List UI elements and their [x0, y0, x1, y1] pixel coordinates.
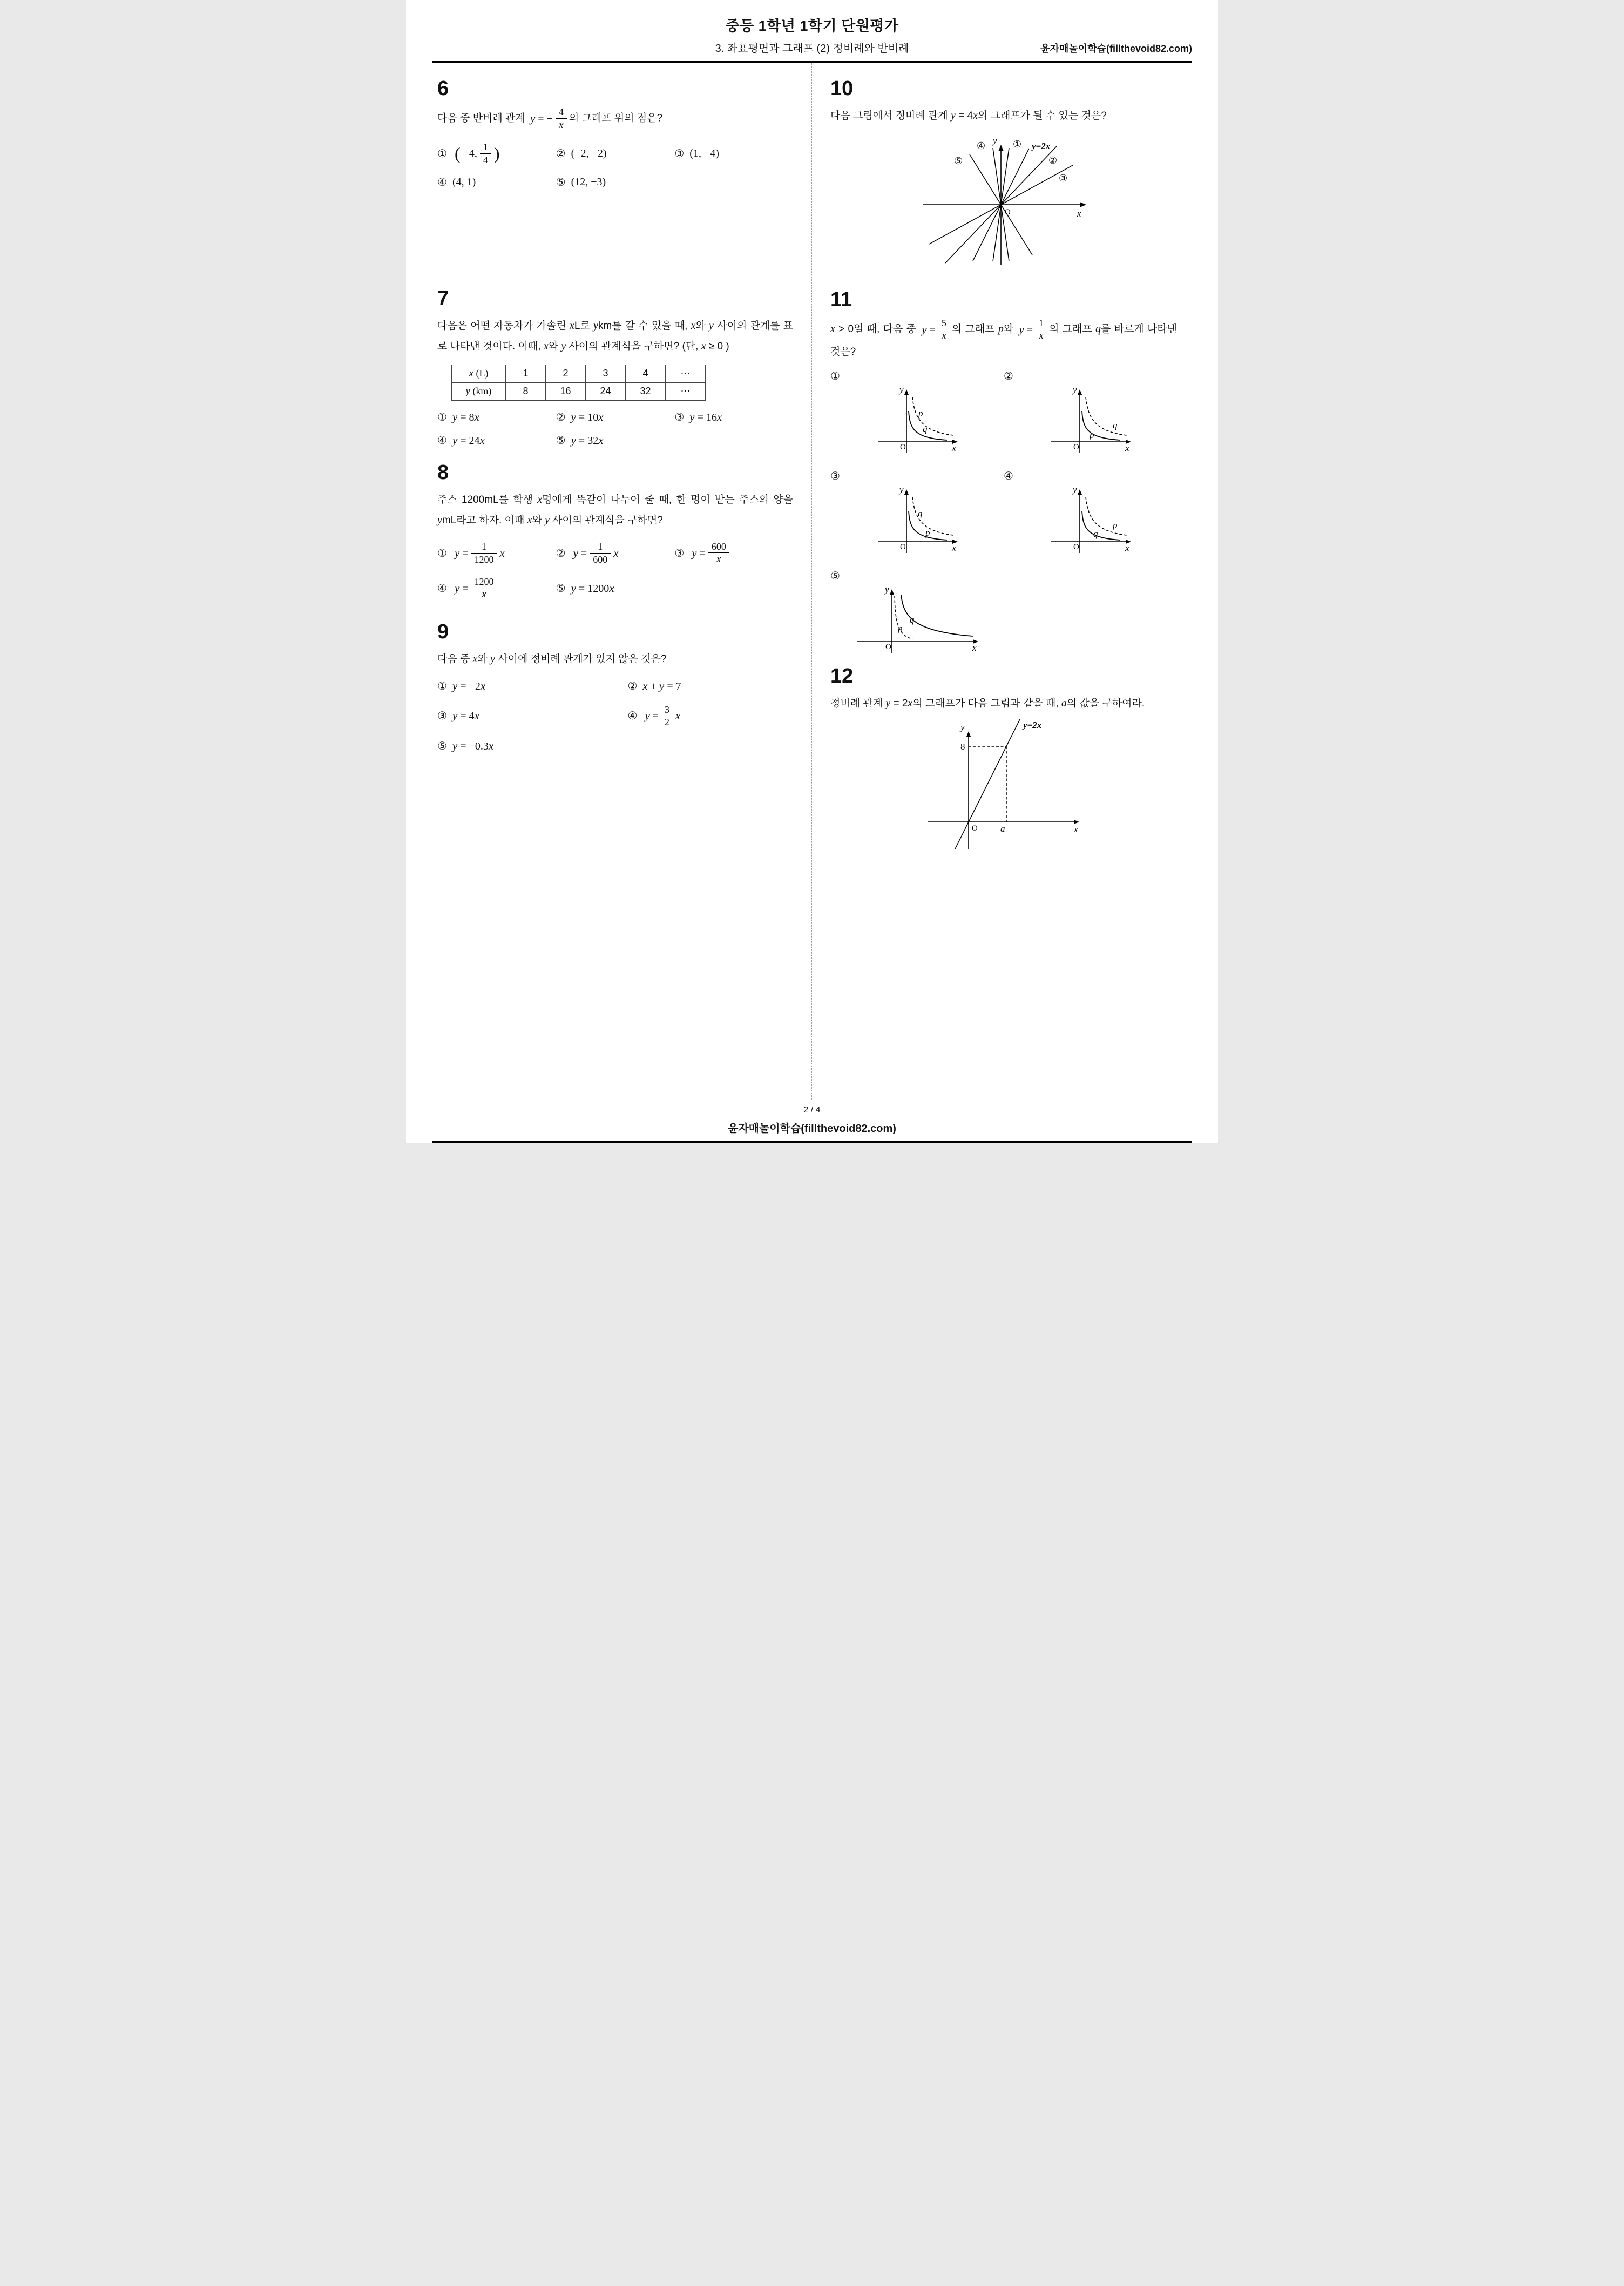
option-value: y = 1200x [571, 581, 614, 595]
question-number: 7 [437, 287, 449, 311]
option-marker: ② [627, 680, 638, 692]
y-axis-label: y [899, 385, 904, 395]
option-marker: ⑤ [830, 570, 840, 583]
option-2 [556, 141, 675, 166]
graph-wrap [830, 719, 1177, 853]
label-q: q [910, 615, 915, 625]
fraction-denominator: x [716, 554, 721, 565]
page-number: 2 / 4 [803, 1105, 821, 1115]
fraction [480, 141, 491, 166]
option-value [645, 704, 680, 729]
math-lhs: y = [454, 581, 469, 595]
origin-label: O [1005, 207, 1011, 217]
x-axis-label: x [1125, 443, 1129, 454]
y-axis-arrow [904, 389, 909, 395]
x-axis-arrow [1080, 202, 1086, 207]
line-y-2x [955, 719, 1020, 849]
label-q: q [1093, 529, 1098, 540]
origin-label: O [899, 543, 906, 552]
options [437, 541, 793, 601]
fraction [556, 106, 567, 131]
x-axis-label: x [1125, 543, 1129, 554]
option-5 [556, 576, 675, 601]
question-6 [437, 77, 793, 189]
question-prompt [437, 106, 793, 131]
prompt-text: 의 그래프 q를 바르게 나타낸 것은? [830, 323, 1177, 358]
option-1 [437, 141, 556, 166]
option-value [455, 141, 500, 166]
option-marker: ④ [437, 177, 447, 189]
option-3 [674, 541, 793, 566]
label-q: q [922, 424, 927, 435]
fraction [471, 541, 497, 565]
math-lhs: y = [1019, 322, 1033, 336]
hyperbola-graph-4 [1045, 485, 1136, 556]
question-8 [437, 461, 793, 601]
option-value: y = 10x [571, 410, 604, 423]
paren-close: ) [493, 144, 500, 164]
graph-options [830, 369, 1177, 656]
y-value-label: 8 [960, 741, 965, 752]
y-axis-arrow [890, 589, 894, 595]
options [437, 679, 793, 753]
left-column [432, 63, 812, 1100]
question-9 [437, 621, 793, 753]
option-value: (1, −4) [689, 147, 719, 159]
option-graph-1 [830, 369, 1004, 456]
option-value: y = 16x [689, 410, 722, 423]
math-rhs: x [499, 546, 505, 559]
fraction-denominator: 2 [665, 717, 670, 728]
option-value: (−2, −2) [571, 147, 607, 159]
prompt-math [530, 106, 567, 131]
question-prompt: 주스 1200mL를 학생 x명에게 똑같이 나누어 줄 때, 한 명이 받는 주스의 양을 ymL라고 하자. 이때 x와 y 사이의 관계식을 구하면? [437, 493, 793, 526]
question-11 [830, 288, 1177, 656]
y-axis-label: y [1072, 385, 1077, 395]
label-q: q [917, 508, 922, 519]
question-prompt [830, 317, 1177, 362]
question-prompt: 다음 중 x와 y 사이에 정비례 관계가 있지 않은 것은? [437, 653, 667, 665]
line-equation-label: y=2x [1032, 140, 1051, 151]
fraction-numerator: 1 [1036, 317, 1047, 330]
option-4 [437, 576, 556, 601]
fraction-numerator: 3 [661, 704, 673, 717]
fraction-numerator: 5 [938, 317, 950, 330]
option-value: y = 32x [571, 433, 604, 447]
question-7 [437, 287, 793, 447]
table-cell: 8 [506, 382, 546, 400]
option-value: (12, −3) [571, 176, 606, 188]
y-axis-label: y [993, 135, 997, 146]
prompt-math-2 [1019, 317, 1047, 342]
question-number: 9 [437, 621, 449, 643]
option-marker: ③ [674, 547, 685, 559]
table-cell: 4 [626, 365, 666, 382]
option-value [692, 541, 729, 566]
question-12 [830, 665, 1177, 853]
hyperbola-graph-5 [849, 585, 984, 656]
option-graph-4 [1004, 469, 1177, 556]
fraction-numerator: 1 [590, 541, 611, 554]
option-1 [437, 541, 556, 566]
option-marker: ② [556, 147, 566, 160]
page-header [432, 14, 1192, 56]
option-marker: ④ [437, 434, 447, 447]
question-prompt: 다음 그림에서 정비례 관계 y = 4x의 그래프가 될 수 있는 것은? [830, 110, 1107, 122]
y-equals-2x-graph [917, 719, 1090, 853]
option-2 [556, 410, 675, 424]
option-4 [437, 176, 556, 189]
label-5: ⑤ [954, 155, 963, 166]
math-lhs: y = [692, 546, 706, 559]
option-value: x + y = 7 [642, 679, 681, 692]
option-graph-3 [830, 469, 1004, 556]
y-axis-label: y [1072, 484, 1077, 495]
x-axis-arrow [1074, 820, 1079, 824]
a-label: a [1000, 824, 1005, 834]
math-lhs: y = [573, 546, 587, 559]
relation-table [451, 365, 706, 401]
option-graph-2 [1004, 369, 1177, 456]
option-value [455, 541, 505, 565]
label-1: ① [1013, 138, 1022, 150]
option-1 [437, 679, 627, 693]
curve-solid [909, 411, 947, 440]
prompt-text: x > 0일 때, 다음 중 [830, 323, 916, 335]
option-value: y = −0.3x [452, 739, 494, 752]
label-4: ④ [977, 140, 986, 151]
option-4 [627, 704, 793, 729]
option-3 [437, 704, 627, 729]
math-rhs: x [613, 546, 619, 559]
option-3 [674, 141, 793, 166]
option-value: y = 4x [452, 709, 479, 723]
line-equation-label: y=2x [1023, 720, 1042, 731]
table-cell: ⋯ [666, 365, 706, 382]
option-marker: ③ [830, 470, 840, 483]
option-marker: ④ [627, 710, 638, 723]
fraction-numerator: 1 [480, 141, 491, 154]
hyperbola-graph-3 [871, 485, 963, 556]
y-axis-arrow [904, 489, 909, 495]
label-3: ③ [1059, 172, 1068, 184]
option-value: y = −2x [452, 679, 486, 692]
page-footer [432, 1100, 1192, 1143]
lines-through-origin-graph [906, 132, 1101, 272]
bottom-rule [432, 1141, 1192, 1143]
paren-open: ( [454, 144, 461, 164]
fraction-denominator: x [1039, 330, 1044, 342]
option-marker: ① [437, 147, 447, 160]
origin-label: O [885, 643, 891, 652]
question-prompt: 다음은 어떤 자동차가 가솔린 xL로 ykm를 갈 수 있을 때, x와 y 사이의 관계를 표로 나타낸 것이다. 이때, x와 y 사이의 관계식을 구하면? (단, x ≥ 0 ) [437, 320, 793, 353]
question-number: 11 [830, 288, 852, 311]
page-subtitle: 3. 좌표평면과 그래프 (2) 정비례와 반비례 [715, 43, 909, 55]
y-axis-arrow [1078, 489, 1082, 495]
prompt-text: 의 그래프 위의 점은? [569, 112, 663, 124]
question-number: 10 [830, 77, 854, 100]
option-marker: ⑤ [437, 740, 447, 752]
question-prompt: 정비례 관계 y = 2x의 그래프가 다음 그림과 같을 때, a의 값을 구하여라. [830, 697, 1145, 710]
x-axis-label: x [1074, 824, 1078, 835]
option-5 [437, 739, 627, 753]
label-p: p [918, 408, 923, 419]
table-cell: 24 [586, 382, 626, 400]
option-1 [437, 410, 556, 424]
option-marker: ⑤ [556, 177, 566, 189]
math-lhs: y = [922, 322, 936, 336]
table-header-x: x (L) [452, 365, 506, 382]
option-marker: ② [1004, 370, 1013, 383]
x-axis-label: x [951, 543, 956, 554]
fraction-numerator: 600 [708, 541, 729, 554]
fraction [590, 541, 611, 565]
option-value: y = 8x [452, 410, 479, 423]
option-value: (4, 1) [452, 176, 476, 188]
prompt-text: 다음 중 반비례 관계 [437, 112, 525, 124]
footer-brand: 윤자매놀이학습(fillthevoid82.com) [728, 1123, 896, 1135]
fraction-numerator: 4 [556, 106, 567, 119]
question-number: 12 [830, 665, 854, 688]
table-header-y: y (km) [452, 382, 506, 400]
x-axis-label: x [972, 643, 977, 653]
fraction [1036, 317, 1047, 342]
option-value: y = 24x [452, 433, 485, 447]
option-2 [627, 679, 793, 693]
fraction [708, 541, 729, 566]
worksheet-page [406, 0, 1218, 1143]
option-2 [556, 541, 675, 566]
y-axis-arrow [999, 145, 1004, 151]
y-axis-arrow [1078, 389, 1082, 395]
y-axis-label: y [899, 484, 904, 495]
option-marker: ① [437, 680, 447, 692]
prompt-text: 의 그래프 p와 [951, 323, 1014, 335]
math-lhs: y = − [530, 111, 553, 125]
option-marker: ① [437, 411, 447, 423]
label-p: p [1089, 430, 1094, 441]
y-axis-arrow [966, 731, 971, 737]
table-row [452, 382, 706, 400]
option-value [573, 541, 619, 565]
option-marker: ③ [437, 710, 447, 723]
fraction-denominator: x [942, 330, 946, 342]
table-cell: 32 [626, 382, 666, 400]
table-cell: 3 [586, 365, 626, 382]
math-lhs: y = [454, 546, 469, 559]
label-p: p [925, 528, 930, 538]
page-title: 중등 1학년 1학기 단원평가 [725, 18, 899, 34]
math-rhs: x [675, 709, 681, 723]
content-columns [432, 63, 1192, 1100]
option-marker: ① [437, 547, 447, 559]
option-marker: ② [556, 547, 566, 559]
fraction-denominator: 4 [483, 154, 488, 165]
option-graph-5 [830, 569, 1177, 656]
y-axis-label: y [885, 584, 889, 595]
label-p: p [1112, 520, 1117, 531]
curve-dashed [1086, 497, 1127, 535]
hyperbola-graph-2 [1045, 385, 1136, 456]
table-cell: 16 [546, 382, 586, 400]
option-4 [437, 434, 556, 447]
math-lhs: y = [645, 709, 659, 723]
option-marker: ⑤ [556, 434, 566, 447]
origin-label: O [899, 443, 906, 452]
point-coords: −4, [463, 147, 477, 159]
option-marker: ② [556, 411, 566, 423]
fraction-denominator: 1200 [474, 554, 494, 565]
x-axis-label: x [1077, 208, 1081, 219]
fraction-denominator: x [559, 119, 564, 131]
option-value [455, 576, 497, 601]
origin-label: O [972, 824, 978, 833]
table-cell: 1 [506, 365, 546, 382]
fraction-numerator: 1200 [471, 576, 497, 589]
option-5 [556, 176, 675, 189]
prompt-math-1 [922, 317, 950, 342]
option-marker: ③ [674, 411, 685, 423]
label-2: ② [1048, 154, 1058, 166]
graph-wrap [830, 132, 1177, 272]
fraction [661, 704, 673, 729]
table-cell: ⋯ [666, 382, 706, 400]
option-marker: ③ [674, 147, 685, 160]
fraction [938, 317, 950, 342]
option-marker: ① [830, 370, 840, 383]
fraction-denominator: 600 [593, 554, 608, 565]
option-marker: ⑤ [556, 582, 566, 595]
question-number: 8 [437, 461, 449, 484]
question-10 [830, 77, 1177, 272]
subtitle-row [432, 39, 1192, 56]
table-cell: 2 [546, 365, 586, 382]
hyperbola-graph-1 [871, 385, 963, 456]
option-marker: ④ [1004, 470, 1013, 483]
fraction [471, 576, 497, 601]
label-q: q [1112, 420, 1117, 431]
right-column [812, 63, 1192, 1100]
header-brand: 윤자매놀이학습(fillthevoid82.com) [1040, 43, 1192, 54]
fraction-denominator: x [482, 589, 486, 601]
question-number: 6 [437, 77, 449, 100]
origin-label: O [1073, 543, 1079, 552]
label-p: p [898, 623, 903, 634]
origin-label: O [1073, 443, 1079, 452]
options [437, 141, 793, 189]
table-row [452, 365, 706, 382]
option-marker: ④ [437, 582, 447, 595]
fraction-numerator: 1 [471, 541, 497, 554]
options [437, 410, 793, 447]
option-3 [674, 410, 793, 424]
y-axis-label: y [960, 722, 965, 733]
option-5 [556, 434, 675, 447]
x-axis-label: x [951, 443, 956, 454]
